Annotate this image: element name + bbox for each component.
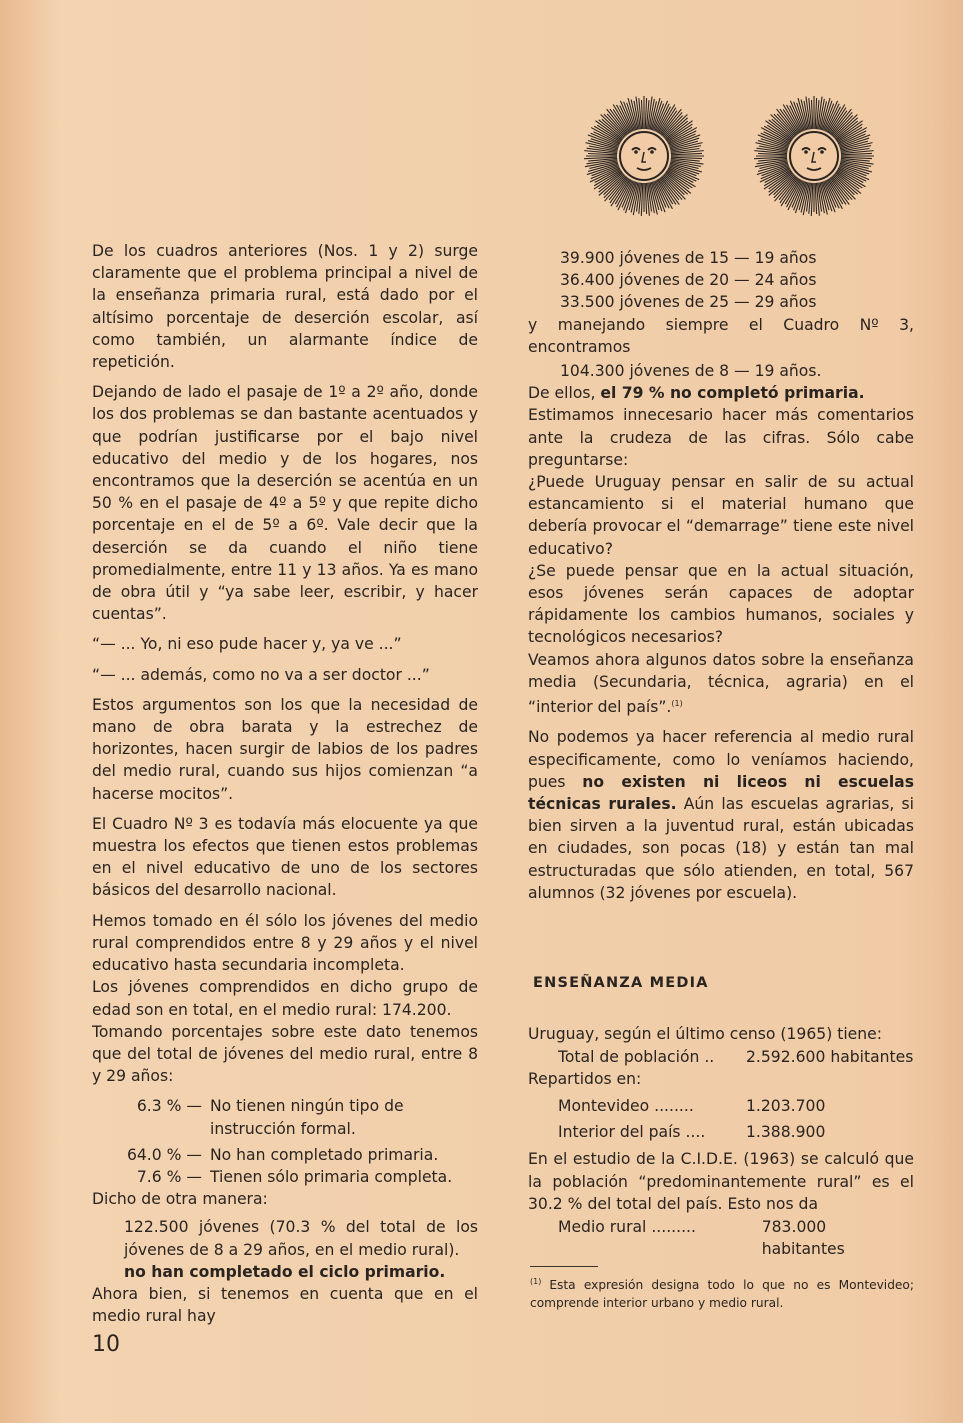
paragraph: 122.500 jóvenes (70.3 % del total de los jóvenes de 8 a 29 años, en el medio rural).: [124, 1218, 478, 1259]
census-value: 2.592.600 habitantes: [746, 1047, 914, 1066]
census-value: 1.203.700: [746, 1096, 826, 1115]
text: No podemos ya hacer referencia al medio rural especificamente, como lo veníamos haciendo, pues: [528, 728, 914, 791]
stat-line: [92, 1144, 478, 1166]
census-label: Interior del país ....: [558, 1123, 706, 1142]
footnote-mark: (1): [530, 1277, 542, 1286]
paragraph: Dejando de lado el pasaje de 1º a 2º año, donde los dos problemas se dan bastante acentuados y que podrían justificarse por el bajo nivel educativo del medio y de los hogares, nos encontramos que la deserción se acentúa en un 50 % en el pasaje de 4º a 5º y que repite dicho porcentaje en el de 5º a 6º. Vale decir que la deserción se da cuando el niño tiene promedialmente, entre 11 y 13 años. Ya es mano de obra útil y “ya sabe leer, escribir, y hacer cuentas”.: [92, 383, 478, 624]
paragraph: Ahora bien, si tenemos en cuenta que en el medio rural hay: [92, 1284, 478, 1326]
footnote-text: Esta expresión designa todo lo que no es Montevideo; comprende interior urbano y medio rural.: [530, 1278, 914, 1311]
paragraph: [528, 382, 914, 404]
paragraph: En el estudio de la C.I.D.E. (1963) se calculó que la población “predominantemente rural” es el 30.2 % del total del país. Esto nos da: [528, 1149, 914, 1214]
footnote: [530, 1273, 914, 1312]
paragraph: Estimamos innecesario hacer más comentarios ante la crudeza de las cifras. Sólo cabe preguntarse:: [528, 406, 914, 469]
paragraph: Los jóvenes comprendidos en dicho grupo de edad son en total, en el medio rural: 174.200.: [92, 978, 478, 1019]
paragraph: [528, 649, 914, 719]
paragraph: Dicho de otra manera:: [92, 1190, 268, 1209]
paragraph: 104.300 jóvenes de 8 — 19 años.: [560, 362, 822, 381]
stat-percent: 64.0 % —: [126, 1145, 202, 1164]
paragraph: y manejando siempre el Cuadro Nº 3, encontramos: [528, 315, 914, 356]
age-line: 39.900 jóvenes de 15 — 19 años: [560, 249, 817, 267]
paragraph: Estos argumentos son los que la necesidad de mano de obra barata y la estrechez de horizontes, hacen surgir de labios de los padres del medio rural, cuando sus hijos comienzan “a hacerse mocitos”.: [92, 695, 478, 803]
age-line: 36.400 jóvenes de 20 — 24 años: [560, 271, 817, 290]
census-row: [528, 1095, 914, 1118]
census-row: [528, 1046, 914, 1069]
stat-text: No tienen ningún tipo de instrucción formal.: [210, 1097, 404, 1138]
quote: “— ... además, como no va a ser doctor ...”: [92, 665, 430, 684]
census-block: [528, 1023, 914, 1261]
footnote-divider: [530, 1266, 598, 1267]
paragraph: ¿Se puede pensar que en la actual situación, esos jóvenes serán capaces de adoptar rápidamente los cambios humanos, sociales y tecnológicos necesarios?: [528, 561, 914, 647]
census-value: 1.388.900: [746, 1123, 826, 1142]
census-row: [528, 1121, 914, 1144]
stat-text: Tienen sólo primaria completa.: [210, 1167, 453, 1186]
stat-line: [92, 1095, 478, 1139]
stat-percent: 6.3 % —: [136, 1097, 202, 1116]
section-heading: ENSEÑANZA MEDIA: [533, 975, 709, 991]
paragraph-bold: [92, 1261, 478, 1283]
census-value: 783.000 habitantes: [761, 1217, 845, 1259]
census-label: Montevideo ........: [558, 1096, 694, 1115]
right-column: [528, 247, 914, 912]
paragraph: Uruguay, según el último censo (1965) tiene:: [528, 1025, 883, 1043]
page-number: 10: [92, 1332, 120, 1357]
census-label: Total de población ..: [558, 1047, 715, 1066]
stat-line: [92, 1166, 478, 1188]
paragraph: Repartidos en:: [528, 1070, 642, 1089]
paragraph: De los cuadros anteriores (Nos. 1 y 2) surge claramente que el problema principal a nivel de la enseñanza primaria rural, está dado por el altísimo porcentaje de deserción escolar, así como también, un alarmante índice de repetición.: [92, 242, 478, 372]
paragraph: Hemos tomado en él sólo los jóvenes del medio rural comprendidos entre 8 y 29 años y el nivel educativo hasta secundaria incompleta.: [92, 911, 478, 975]
footnote-ref: (1): [671, 699, 683, 709]
paragraph: Tomando porcentajes sobre este dato tenemos que del total de jóvenes del medio rural, entre 8 y 29 años:: [92, 1022, 478, 1086]
sun-face-illustration-left: [580, 92, 708, 220]
quote: “— ... Yo, ni eso pude hacer y, ya ve ...”: [92, 635, 402, 654]
paragraph: El Cuadro Nº 3 es todavía más elocuente ya que muestra los efectos que tienen estos problemas en el nivel educativo de uno de los sectores básicos del desarrollo nacional.: [92, 814, 478, 900]
stat-percent: 7.6 % —: [136, 1167, 202, 1186]
age-line: 33.500 jóvenes de 25 — 29 años: [560, 293, 817, 312]
census-row: [528, 1216, 914, 1261]
bold-text: no existen ni liceos ni escuelas técnicas rurales.: [528, 772, 914, 814]
census-label: Medio rural .........: [558, 1217, 696, 1236]
stat-text: No han completado primaria.: [210, 1145, 439, 1164]
text: Veamos ahora algunos datos sobre la enseñanza media (Secundaria, técnica, agraria) en el “interior del país”.: [528, 650, 914, 717]
left-column: [92, 240, 478, 1327]
paragraph: [528, 726, 914, 904]
text: Aún las escuelas agrarias, si bien sirven a la juventud rural, están ubicadas en ciudades, son pocas (18) y están tan mal estructuradas que sólo atienden, en total, 567 alumnos (32 jóvenes por escuela).: [528, 795, 914, 902]
bold-text: el 79 % no completó primaria.: [600, 384, 865, 403]
text: De ellos,: [528, 384, 601, 403]
paragraph: ¿Puede Uruguay pensar en salir de su actual estancamiento si el material humano que debería provocar el “demarrage” tiene este nivel educativo?: [528, 473, 914, 558]
age-list: [528, 247, 914, 314]
sun-face-illustration-right: [750, 92, 878, 220]
bold-text: no han completado el ciclo primario.: [124, 1262, 446, 1281]
